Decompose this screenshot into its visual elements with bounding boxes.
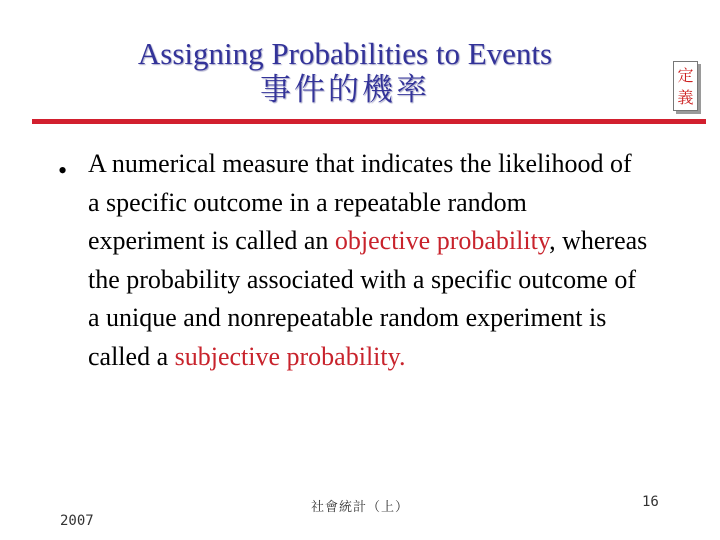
footer-year: 2007 — [60, 513, 94, 529]
definition-tag — [673, 61, 698, 111]
title-divider — [32, 119, 706, 124]
bullet-text-part-2: , whereas the probability associated with a specific outcome of a unique and nonrepeatable random experiment is called a — [88, 226, 648, 371]
bullet-text — [88, 145, 648, 377]
slide-title — [60, 36, 630, 108]
page-number: 16 — [642, 494, 659, 510]
bullet-text-period: . — [398, 341, 406, 371]
bullet-marker: • — [58, 156, 68, 185]
title-english: Assigning Probabilities to Events — [137, 36, 553, 71]
footer-course-name: 社會統計（上） — [310, 500, 409, 515]
definition-tag-char-2: 義 — [677, 88, 694, 107]
title-chinese: 事件的機率 — [260, 72, 430, 107]
bullet-text-part-1: A numerical measure that indicates the likelihood of a specific outcome in a repeatable random experiment is called an — [88, 149, 632, 256]
definition-tag-char-1: 定 — [677, 66, 694, 85]
term-objective-probability: objective probability — [334, 226, 550, 256]
term-subjective-probability: subjective probability — [174, 341, 399, 371]
